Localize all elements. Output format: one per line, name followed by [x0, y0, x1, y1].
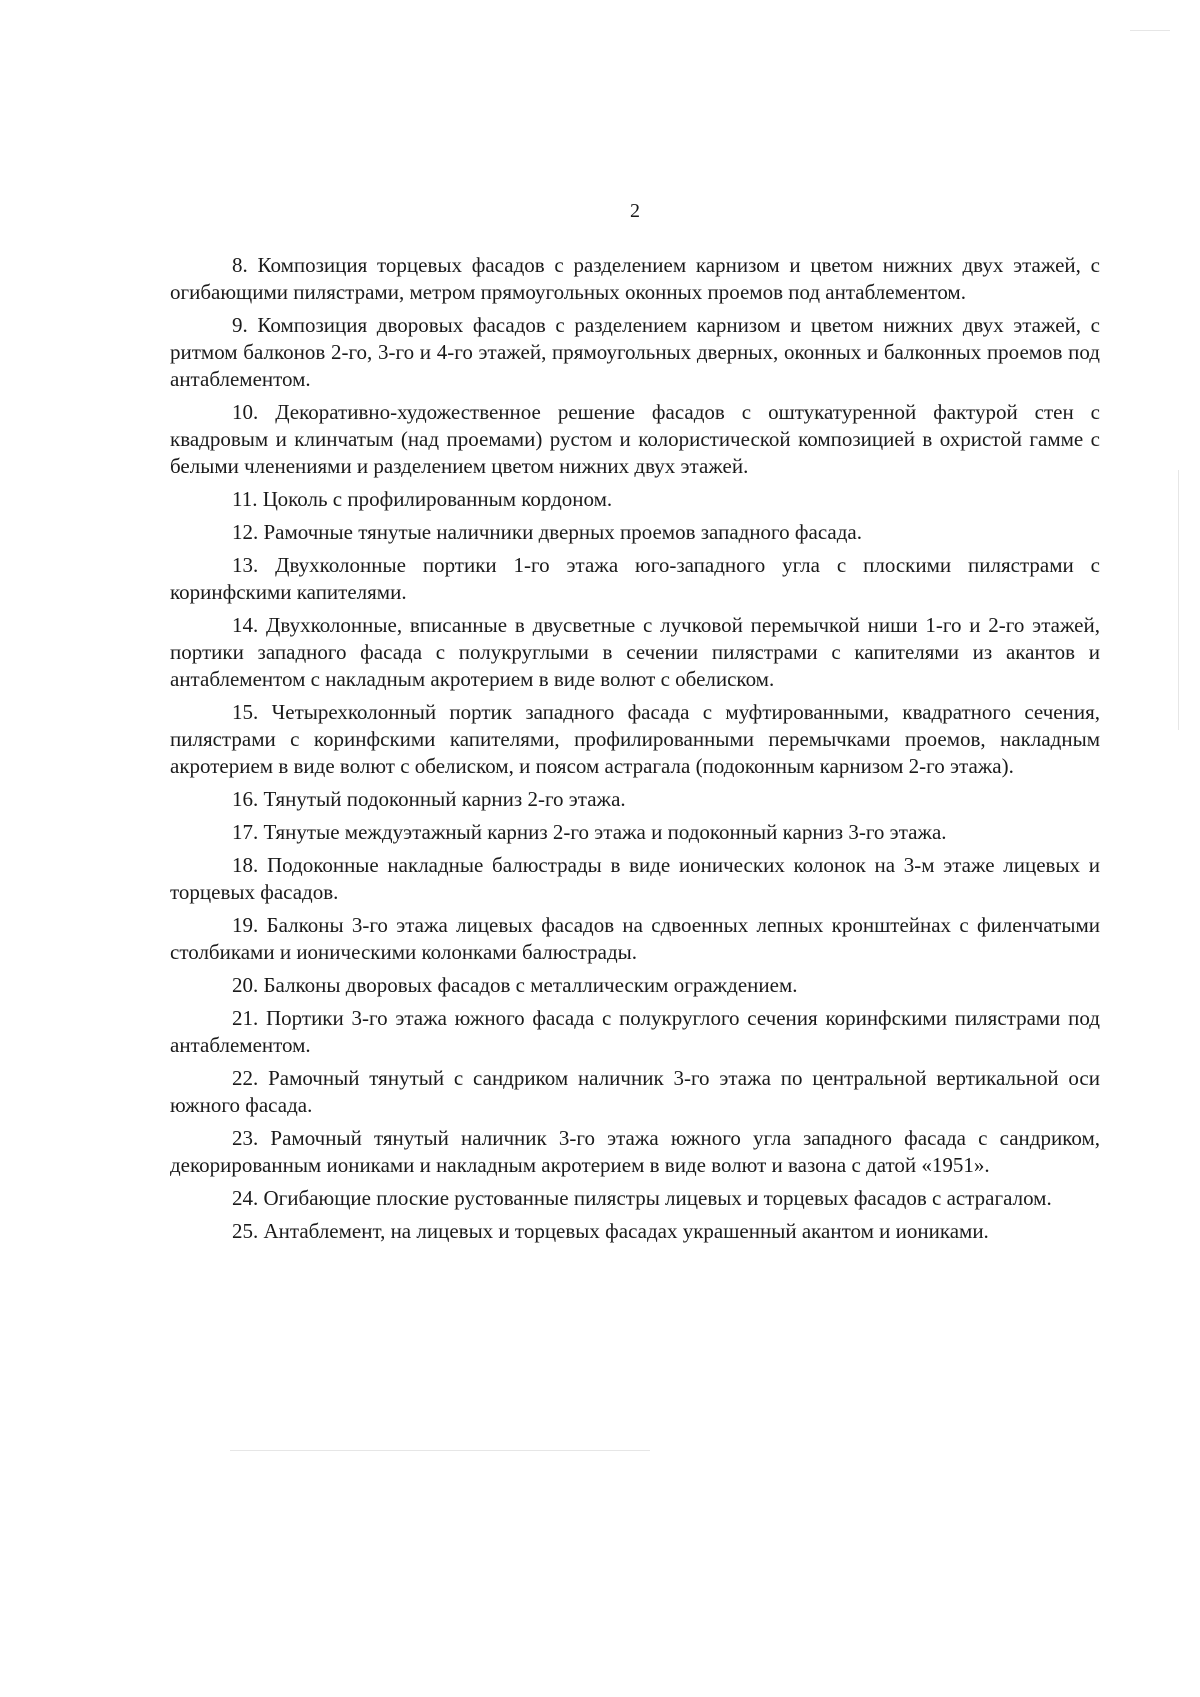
list-item-20: 20. Балконы дворовых фасадов с металлическим ограждением. [232, 973, 798, 997]
page-number: 2 [630, 200, 640, 222]
document-body [170, 252, 1100, 1251]
scan-artifact-right-edge [1178, 470, 1179, 730]
list-item-14: 14. Двухколонные, вписанные в двусветные с лучковой перемычкой ниши 1-го и 2-го этажей, портики западного фасада с полукруглыми в сечении пилястрами с капителями из акантов и антаблементом с накладным акротерием в виде волют с обелиском. [170, 613, 1100, 691]
list-item-21: 21. Портики 3-го этажа южного фасада с полукруглого сечения коринфскими пилястрами под антаблементом. [170, 1006, 1100, 1057]
scan-artifact-bottom-band [230, 1450, 650, 1451]
list-item-10: 10. Декоративно-художественное решение фасадов с оштукатуренной фактурой стен с квадровым и клинчатым (над проемами) рустом и колористической композицией в охристой гамме с белыми членениями и разделением цветом нижних двух этажей. [170, 400, 1100, 478]
list-item-19: 19. Балконы 3-го этажа лицевых фасадов на сдвоенных лепных кронштейнах с филенчатыми столбиками и ионическими колонками балюстрады. [170, 913, 1100, 964]
list-item-8: 8. Композиция торцевых фасадов с разделением карнизом и цветом нижних двух этажей, с огибающими пилястрами, метром прямоугольных оконных проемов под антаблементом. [170, 253, 1100, 304]
list-item-9: 9. Композиция дворовых фасадов с разделением карнизом и цветом нижних двух этажей, с ритмом балконов 2-го, 3-го и 4-го этажей, прямоугольных дверных, оконных и балконных проемов под антаблементом. [170, 313, 1100, 391]
list-item-15: 15. Четырехколонный портик западного фасада с муфтированными, квадратного сечения, пилястрами с коринфскими капителями, профилированными перемычками проемов, накладным акротерием в виде волют с обелиском, и поясом астрагала (подоконным карнизом 2-го этажа). [170, 700, 1100, 778]
list-item-13: 13. Двухколонные портики 1-го этажа юго-западного угла с плоскими пилястрами с коринфскими капителями. [170, 553, 1100, 604]
list-item-18: 18. Подоконные накладные балюстрады в виде ионических колонок на 3-м этаже лицевых и торцевых фасадов. [170, 853, 1100, 904]
list-item-25: 25. Антаблемент, на лицевых и торцевых фасадах украшенный акантом и иониками. [232, 1219, 989, 1243]
scan-artifact-top-right [1130, 30, 1170, 31]
list-item-12: 12. Рамочные тянутые наличники дверных проемов западного фасада. [232, 520, 862, 544]
list-item-23: 23. Рамочный тянутый наличник 3-го этажа южного угла западного фасада с сандриком, декорированным иониками и накладным акротерием в виде волют и вазона с датой «1951». [170, 1126, 1100, 1177]
list-item-17: 17. Тянутые междуэтажный карниз 2-го этажа и подоконный карниз 3-го этажа. [232, 820, 947, 844]
list-item-16: 16. Тянутый подоконный карниз 2-го этажа. [232, 787, 626, 811]
list-item-11: 11. Цоколь с профилированным кордоном. [232, 487, 613, 511]
list-item-22: 22. Рамочный тянутый с сандриком наличник 3-го этажа по центральной вертикальной оси южного фасада. [170, 1066, 1100, 1117]
list-item-24: 24. Огибающие плоские рустованные пилястры лицевых и торцевых фасадов с астрагалом. [232, 1186, 1052, 1210]
